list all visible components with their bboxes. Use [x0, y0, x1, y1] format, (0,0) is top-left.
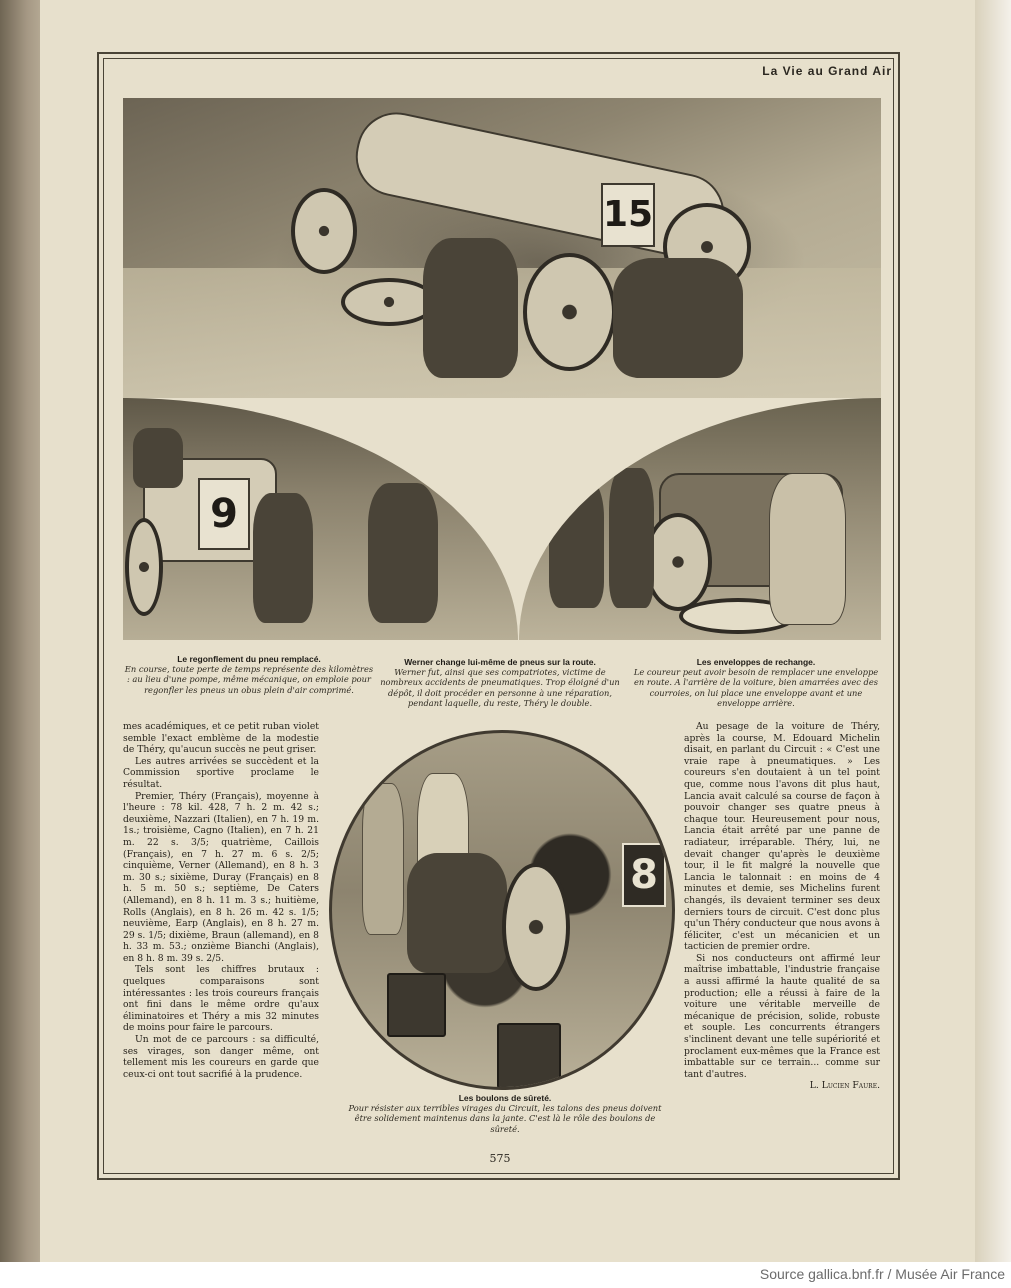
car-number-plate: 15	[601, 183, 655, 247]
paragraph: Un mot de ce parcours : sa difficulté, ses virages, son danger même, ont tellement mis les coureurs en garde que ceux-ci ont tout sacrifié à la prudence.	[123, 1034, 319, 1080]
caption-left-text: En course, toute perte de temps représente des kilomètres : au lieu d'une pompe, même mécanique, on emploie pour regonfler les pneus un obus plein d'air comprimé.	[124, 664, 374, 695]
caption-center-title: Werner change lui-même de pneus sur la route.	[404, 657, 596, 667]
mechanic-figure	[549, 478, 604, 608]
paragraph: mes académiques, et ce petit ruban violet semble l'exact emblème de la modestie de Théry, qu'aucun succès ne peut griser.	[123, 721, 319, 756]
spectator-figure	[362, 783, 404, 935]
author-signature: L. Lucien Faure.	[809, 1080, 880, 1092]
mechanic-figure	[253, 493, 313, 623]
caption-left-title: Le regonflement du pneu remplacé.	[177, 654, 321, 664]
car-number-plate: 8	[622, 843, 666, 907]
source-credit: Source gallica.bnf.fr / Musée Air France	[759, 1266, 1005, 1282]
car-wheel	[125, 518, 163, 616]
paragraph: Si nos conducteurs ont affirmé leur maîtrise imbattable, l'industrie française a aussi affirmé la haute qualité de sa production; elle a réussi à faire de la voiture une véritable merveille de mécanique de précision, solide, robuste et souple. Les concurrents étrangers s'inclinent devant une telle supériorité et proclament eux-mêmes que la France est imbattable sur ce terrain... comme sur tant d'autres.	[684, 952, 880, 1080]
car-wheel	[502, 863, 570, 991]
mechanic-figure	[613, 258, 743, 378]
car-wheel	[291, 188, 357, 274]
paragraph: Premier, Théry (Français), moyenne à l'heure : 78 kil. 428, 7 h. 2 m. 42 s.; deuxième, Nazzari (Italien), en 7 h. 19 m. 1s.; troisième, Cagno (Italien), en 7 h. 21 m. 22 s. 3/5; quatrième, Caillois (Français), en 7 h. 27 m. 6 s. 2/5; cinquième, Verner (Allemand), en 8 h. 3 m. 30 s.; sixième, Duray (Français) en 8 h. 5 m. 50 s.; septième, De Caters (Allemand), en 8 h. 11 m. 3 s.; huitième, Rolls (Anglais), en 8 h. 26 m. 42 s. 1/5; neuvième, Earp (Anglais), en 8 h. 27 m. 29 s. 1/5; dixième, Braun (allemand), en 8 h. 33 m. 53.; onzième Bianchi (Anglais), en 8 h. 8 m. 39 s. 2/5.	[123, 790, 319, 964]
masthead: La Vie au Grand Air	[762, 64, 892, 78]
car-wheel	[523, 253, 616, 371]
tool-bucket	[387, 973, 446, 1037]
page-number: 575	[489, 1152, 511, 1165]
page-edge	[975, 0, 1011, 1262]
paragraph: Tels sont les chiffres brutaux : quelques comparaisons sont intéressantes : les trois coureurs français ont fini dans le même ordre qu'aux éliminatoires et Théry a mis 32 minutes de moins pour faire le parcours.	[123, 964, 319, 1034]
paragraph: Les autres arrivées se succèdent et la Commission sportive proclame le résultat.	[123, 755, 319, 790]
caption-bottom-title: Les boulons de sûreté.	[458, 1093, 552, 1103]
tool-bucket	[497, 1023, 561, 1089]
photo-boulons	[329, 730, 675, 1090]
text-column-right	[684, 721, 880, 1092]
driver-figure	[133, 428, 183, 488]
car-wheel	[644, 513, 712, 611]
car-number-plate: 9	[198, 478, 250, 550]
mechanic-figure	[609, 468, 654, 608]
mechanic-figure	[423, 238, 518, 378]
text-column-left	[123, 721, 319, 1080]
caption-bottom-text: Pour résister aux terribles virages du Circuit, les talons des pneus doivent être solidement maintenus dans la jante. C'est là le rôle des boulons de sûreté.	[348, 1103, 662, 1134]
caption-center-text: Werner fut, ainsi que ses compatriotes, victime de nombreux accidents de pneumatiques. Trop éloigné d'un dépôt, il doit procéder en personne à une réparation, pendant laquelle, du reste, Théry le double.	[380, 667, 620, 709]
mechanic-figure	[769, 473, 846, 625]
source-strip	[0, 1262, 1011, 1288]
mechanic-figure	[407, 853, 507, 973]
photo-tire-reinflation	[123, 98, 881, 398]
paragraph: Au pesage de la voiture de Théry, après la course, M. Edouard Michelin disait, en parlant du Circuit : « C'est une vraie rape à pneumatiques. » Les coureurs s'en doutaient à un tel point que, comme nous l'avons dit plus haut, Lancia avait calculé sa course de façon à pouvoir changer ses quatre pneus à chaque tour. Heureusement pour nous, Lancia était arrêté par une panne de radiateur, irréparable. Théry, lui, ne devait changer qu'après le deuxième tour, il le fit malgré la nouvelle que Lancia le talonnait : en moins de 4 minutes et demie, ses Michelins furent changés, ils devaient terminer ses deux derniers tours de circuit. C'est donc plus qu'un Théry conducteur que nous avons à féliciter, c'est un mécanicien et un tacticien de premier ordre.	[684, 721, 880, 953]
mechanic-figure	[368, 483, 438, 623]
caption-right-title: Les enveloppes de rechange.	[696, 657, 816, 667]
caption-right-text: Le coureur peut avoir besoin de remplacer une enveloppe en route. A l'arrière de la voiture, bien amarrées avec des courroies, on lui place une enveloppe avant et une enveloppe arrière.	[633, 667, 879, 709]
